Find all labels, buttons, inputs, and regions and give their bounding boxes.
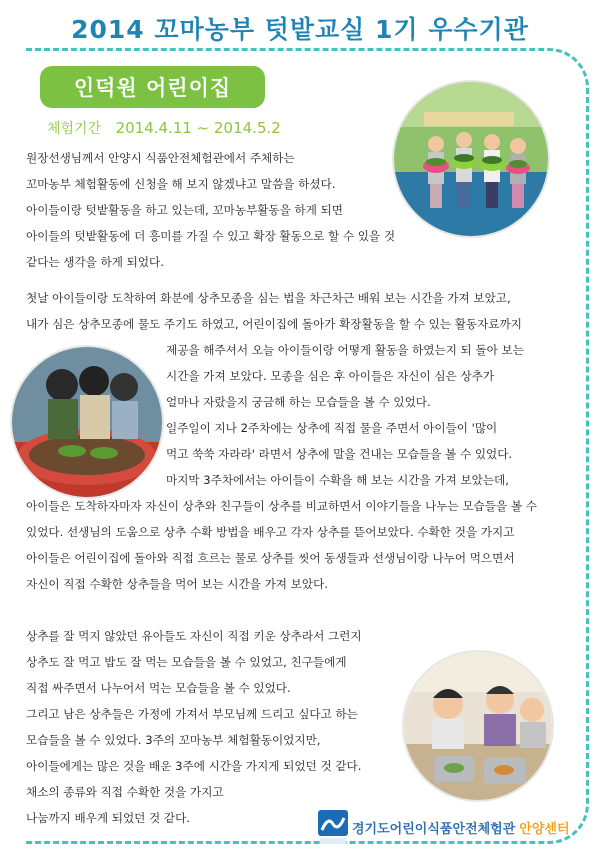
text-line: 일주일이 지나 2주차에는 상추에 직접 물을 주면서 아이들이 '많이 <box>166 421 498 435</box>
text-line: 자신이 직접 수확한 상추들을 먹어 보는 시간을 가져 보았다. <box>26 577 328 591</box>
text-line: 제공을 해주셔서 오늘 아이들이랑 어떻게 활동을 하였는지 되 돌아 보는 <box>166 343 524 357</box>
text-weeks <box>166 337 524 493</box>
text-line: 채소의 종류와 직접 수확한 것을 가지고 <box>26 785 224 799</box>
text-harvest <box>26 493 537 597</box>
footer-org <box>352 818 570 837</box>
text-line: 모습들을 볼 수 있었다. 3주의 꼬마농부 체험활동이었지만, <box>26 733 321 747</box>
text-line: 원장선생님께서 안양시 식품안전체험관에서 주체하는 <box>26 151 295 165</box>
text-conclusion <box>26 623 362 831</box>
footer-org-main: 경기도어린이식품안전체험관 <box>352 822 516 837</box>
footer-org-accent: 안양센터 <box>519 822 570 837</box>
text-line: 첫날 아이들이랑 도착하여 화분에 상추모종을 심는 법을 차근차근 배워 보는 시간을 가져 보았고, <box>26 291 511 305</box>
text-line: 직접 싸주면서 나누어서 먹는 모습들을 볼 수 있었다. <box>26 681 291 695</box>
period-label: 체험기간 <box>47 121 102 137</box>
text-line: 먹고 쑥쑥 자라라' 라면서 상추에 말을 건내는 모습들을 볼 수 있었다. <box>166 447 513 461</box>
text-line: 마지막 3주차에서는 아이들이 수확을 해 보는 시간을 가져 보았는데, <box>166 473 509 487</box>
text-line: 아이들에게는 많은 것을 배운 3주에 시간을 가지게 되었던 것 같다. <box>26 759 362 773</box>
text-line: 내가 심은 상추모종에 물도 주기도 하였고, 어린이집에 돌아가 확장활동을 할 수 있는 활동자료까지 <box>26 317 522 331</box>
period-line <box>47 118 281 138</box>
text-first-day <box>26 285 522 337</box>
photo-children-eating <box>402 650 554 802</box>
text-line: 아이들이랑 텃밭활동을 하고 있는데, 꼬마농부활동을 하게 되면 <box>26 203 343 217</box>
photo-children-planting <box>10 345 164 499</box>
text-line: 같다는 생각을 하게 되었다. <box>26 255 164 269</box>
text-line: 상추도 잘 먹고 밥도 잘 먹는 모습들을 볼 수 있었고, 친구들에게 <box>26 655 347 669</box>
text-line: 있었다. 선생님의 도움으로 상추 수확 방법을 배우고 각자 상추를 뜯어보았다. 수확한 것을 가지고 <box>26 525 515 539</box>
page-title: 2014 꼬마농부 텃밭교실 1기 우수기관 <box>71 15 529 44</box>
text-line: 시간을 가져 보았다. 모종을 심은 후 아이들은 자신이 심은 상추가 <box>166 369 495 383</box>
text-line: 아이들의 텃밭활동에 더 흥미를 가질 수 있고 확장 활동으로 할 수 있을 것 <box>26 229 396 243</box>
text-line: 그리고 남은 상추들은 가정에 가져서 부모님께 드리고 싶다고 하는 <box>26 707 358 721</box>
period-value: 2014.4.11 ~ 2014.5.2 <box>115 119 281 137</box>
institution-badge: 인덕원 어린이집 <box>40 66 265 108</box>
text-line: 얼마나 자랐을지 궁금해 하는 모습들을 볼 수 있었다. <box>166 395 431 409</box>
text-line: 꼬마농부 체험활동에 신청을 해 보지 않겠냐고 말씀을 하셨다. <box>26 177 336 191</box>
text-intro <box>26 145 395 275</box>
text-line: 아이들은 어린이집에 돌아와 직접 흐르는 물로 상추를 씻어 동생들과 선생님이랑 나누어 먹으면서 <box>26 551 515 565</box>
text-line: 나눔까지 배우게 되었던 것 같다. <box>26 811 191 825</box>
photo-children-with-pots <box>392 80 550 238</box>
text-line: 아이들은 도착하자마자 자신이 상추와 친구들이 상추를 비교하면서 이야기들을 나누는 모습들을 볼 수 <box>26 499 537 513</box>
gyeonggi-logo-icon <box>318 810 348 846</box>
text-line: 상추를 잘 먹지 않았던 유아들도 자신이 직접 키운 상추라서 그런지 <box>26 629 362 643</box>
